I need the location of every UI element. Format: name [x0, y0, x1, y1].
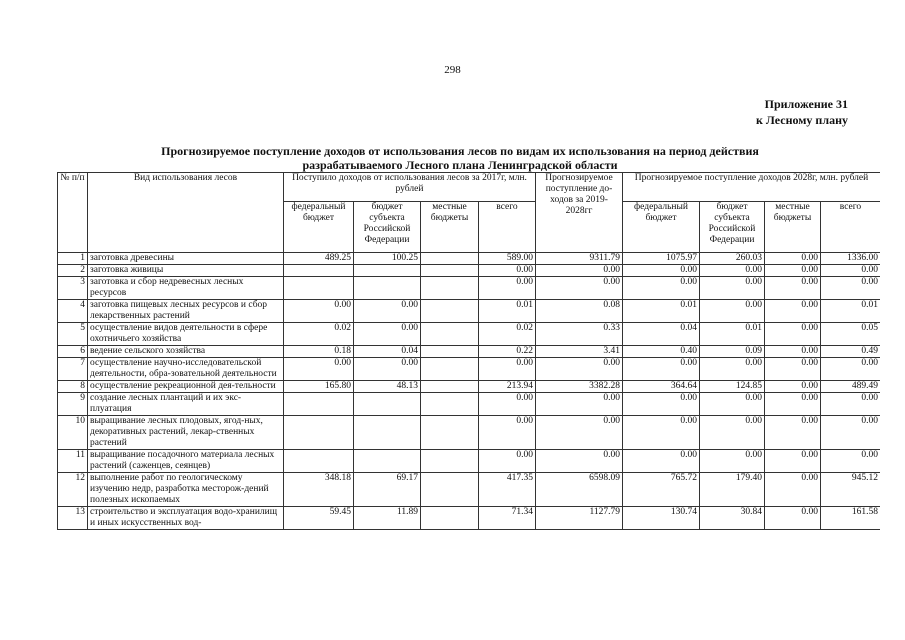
cell-subject-2028: 0.09	[700, 346, 765, 358]
cell-local-2028: 0.00	[765, 381, 821, 393]
header-use-type: Вид использования лесов	[88, 173, 284, 253]
cell-total-2028: 0.00	[821, 265, 881, 277]
table-row	[58, 450, 881, 473]
cell-local-2028: 0.00	[765, 300, 821, 323]
appendix-label	[756, 96, 848, 128]
cell-use-type: осуществление научно-исследовательской деятельности, обра-зовательной деятельности	[88, 358, 284, 381]
cell-subject-2017: 69.17	[354, 473, 421, 507]
cell-total-2028: 0.49	[821, 346, 881, 358]
header-total-2017: всего	[479, 202, 536, 253]
cell-federal-2028: 765.72	[623, 473, 700, 507]
title-line-2: разрабатываемого Лесного плана Ленинградской области	[302, 158, 618, 172]
cell-local-2017	[421, 323, 479, 346]
cell-subject-2028: 0.00	[700, 416, 765, 450]
header-row-1	[58, 173, 881, 202]
table-row	[58, 300, 881, 323]
cell-subject-2028: 0.01	[700, 323, 765, 346]
cell-subject-2028: 0.00	[700, 450, 765, 473]
cell-num: 3	[58, 277, 88, 300]
cell-forecast-period: 0.33	[536, 323, 623, 346]
cell-local-2017	[421, 450, 479, 473]
cell-subject-2028: 0.00	[700, 393, 765, 416]
cell-subject-2017: 0.00	[354, 358, 421, 381]
cell-local-2017	[421, 473, 479, 507]
cell-federal-2028: 130.74	[623, 507, 700, 530]
table-row	[58, 381, 881, 393]
cell-federal-2017: 0.00	[284, 300, 354, 323]
cell-total-2028: 945.12	[821, 473, 881, 507]
cell-subject-2028: 124.85	[700, 381, 765, 393]
cell-subject-2017: 0.04	[354, 346, 421, 358]
cell-total-2017: 0.00	[479, 265, 536, 277]
cell-total-2028: 0.00	[821, 393, 881, 416]
cell-federal-2017: 0.00	[284, 358, 354, 381]
cell-federal-2028: 0.00	[623, 265, 700, 277]
cell-local-2017	[421, 358, 479, 381]
cell-total-2017: 0.00	[479, 416, 536, 450]
cell-federal-2017: 489.25	[284, 253, 354, 265]
cell-local-2028: 0.00	[765, 265, 821, 277]
cell-local-2017	[421, 277, 479, 300]
cell-num: 13	[58, 507, 88, 530]
cell-subject-2028: 30.84	[700, 507, 765, 530]
cell-total-2017: 0.00	[479, 358, 536, 381]
cell-num: 4	[58, 300, 88, 323]
cell-use-type: заготовка и сбор недревесных лесных ресурсов	[88, 277, 284, 300]
cell-subject-2017: 100.25	[354, 253, 421, 265]
cell-local-2028: 0.00	[765, 253, 821, 265]
cell-local-2017	[421, 393, 479, 416]
cell-subject-2017	[354, 416, 421, 450]
header-subject-2028: бюджет субъекта Российской Федерации	[700, 202, 765, 253]
cell-use-type: заготовка живицы	[88, 265, 284, 277]
cell-federal-2028: 0.00	[623, 358, 700, 381]
cell-federal-2028: 0.00	[623, 416, 700, 450]
cell-total-2017: 0.22	[479, 346, 536, 358]
document-title	[110, 144, 810, 172]
cell-total-2017: 0.00	[479, 277, 536, 300]
header-forecast-2028: Прогнозируемое поступление доходов 2028г, млн. рублей	[623, 173, 881, 202]
table-row	[58, 358, 881, 381]
cell-total-2028: 0.01	[821, 300, 881, 323]
cell-total-2017: 213.94	[479, 381, 536, 393]
cell-forecast-period: 9311.79	[536, 253, 623, 265]
cell-subject-2028: 0.00	[700, 300, 765, 323]
cell-use-type: заготовка пищевых лесных ресурсов и сбор лекарственных растений	[88, 300, 284, 323]
table-row	[58, 323, 881, 346]
cell-forecast-period: 0.00	[536, 450, 623, 473]
cell-use-type: создание лесных плантаций и их экс-плуатация	[88, 393, 284, 416]
cell-forecast-period: 0.00	[536, 416, 623, 450]
cell-local-2017	[421, 507, 479, 530]
cell-subject-2028: 260.03	[700, 253, 765, 265]
cell-subject-2028: 0.00	[700, 277, 765, 300]
cell-num: 7	[58, 358, 88, 381]
cell-local-2028: 0.00	[765, 358, 821, 381]
header-federal-2017: федеральный бюджет	[284, 202, 354, 253]
table-row	[58, 277, 881, 300]
cell-local-2017	[421, 253, 479, 265]
cell-total-2028: 489.49	[821, 381, 881, 393]
cell-subject-2017	[354, 450, 421, 473]
header-federal-2028: федеральный бюджет	[623, 202, 700, 253]
cell-use-type: осуществление видов деятельности в сфере охотничьего хозяйства	[88, 323, 284, 346]
cell-total-2017: 417.35	[479, 473, 536, 507]
income-forecast-table	[57, 172, 880, 530]
cell-num: 2	[58, 265, 88, 277]
cell-num: 12	[58, 473, 88, 507]
cell-federal-2017	[284, 277, 354, 300]
header-forecast-period: Прогнозируемое поступление до-ходов за 2019-2028гг	[536, 173, 623, 253]
cell-num: 1	[58, 253, 88, 265]
cell-federal-2028: 1075.97	[623, 253, 700, 265]
cell-total-2017: 0.00	[479, 450, 536, 473]
income-table-container	[57, 172, 880, 640]
cell-total-2017: 589.00	[479, 253, 536, 265]
cell-use-type: заготовка древесины	[88, 253, 284, 265]
cell-local-2028: 0.00	[765, 393, 821, 416]
cell-use-type: строительство и эксплуатация водо-хранилищ и иных искусственных вод-	[88, 507, 284, 530]
cell-num: 11	[58, 450, 88, 473]
cell-use-type: ведение сельского хозяйства	[88, 346, 284, 358]
cell-total-2028: 0.00	[821, 358, 881, 381]
cell-federal-2028: 0.00	[623, 450, 700, 473]
cell-federal-2028: 0.04	[623, 323, 700, 346]
cell-num: 10	[58, 416, 88, 450]
cell-total-2028: 0.00	[821, 416, 881, 450]
cell-num: 5	[58, 323, 88, 346]
cell-federal-2017	[284, 265, 354, 277]
cell-total-2017: 0.01	[479, 300, 536, 323]
cell-total-2028: 1336.00	[821, 253, 881, 265]
cell-forecast-period: 0.00	[536, 393, 623, 416]
cell-forecast-period: 3.41	[536, 346, 623, 358]
header-total-2028: всего	[821, 202, 881, 253]
cell-federal-2028: 0.40	[623, 346, 700, 358]
table-row	[58, 265, 881, 277]
cell-local-2017	[421, 416, 479, 450]
cell-local-2028: 0.00	[765, 507, 821, 530]
cell-num: 8	[58, 381, 88, 393]
cell-federal-2028: 0.00	[623, 393, 700, 416]
table-row	[58, 507, 881, 530]
cell-use-type: выполнение работ по геологическому изучению недр, разработка месторож-дений полезных ископаемых	[88, 473, 284, 507]
cell-total-2028: 0.00	[821, 450, 881, 473]
cell-subject-2028: 0.00	[700, 358, 765, 381]
cell-local-2017	[421, 300, 479, 323]
appendix-line-2: к Лесному плану	[756, 113, 848, 127]
cell-use-type: выращивание лесных плодовых, ягод-ных, декоративных растений, лекар-ственных растений	[88, 416, 284, 450]
cell-forecast-period: 0.00	[536, 358, 623, 381]
cell-total-2028: 0.00	[821, 277, 881, 300]
cell-federal-2028: 0.00	[623, 277, 700, 300]
cell-num: 6	[58, 346, 88, 358]
cell-federal-2017: 348.18	[284, 473, 354, 507]
table-row	[58, 416, 881, 450]
cell-use-type: осуществление рекреационной дея-тельности	[88, 381, 284, 393]
cell-num: 9	[58, 393, 88, 416]
cell-subject-2017	[354, 265, 421, 277]
table-body	[58, 253, 881, 530]
cell-forecast-period: 0.08	[536, 300, 623, 323]
cell-forecast-period: 0.00	[536, 277, 623, 300]
table-row	[58, 253, 881, 265]
cell-federal-2017: 0.02	[284, 323, 354, 346]
cell-total-2028: 161.58	[821, 507, 881, 530]
title-line-1: Прогнозируемое поступление доходов от использования лесов по видам их использования на период действия	[161, 144, 759, 158]
cell-local-2017	[421, 346, 479, 358]
cell-subject-2017: 11.89	[354, 507, 421, 530]
cell-local-2028: 0.00	[765, 277, 821, 300]
cell-federal-2017	[284, 450, 354, 473]
cell-forecast-period: 0.00	[536, 265, 623, 277]
cell-federal-2017: 59.45	[284, 507, 354, 530]
cell-local-2028: 0.00	[765, 323, 821, 346]
cell-total-2017: 71.34	[479, 507, 536, 530]
cell-subject-2017: 0.00	[354, 323, 421, 346]
cell-local-2028: 0.00	[765, 450, 821, 473]
cell-subject-2017: 48.13	[354, 381, 421, 393]
cell-use-type: выращивание посадочного материала лесных растений (саженцев, сеянцев)	[88, 450, 284, 473]
cell-local-2017	[421, 265, 479, 277]
cell-federal-2017	[284, 393, 354, 416]
cell-subject-2028: 0.00	[700, 265, 765, 277]
cell-forecast-period: 3382.28	[536, 381, 623, 393]
cell-total-2028: 0.05	[821, 323, 881, 346]
page-number: 298	[444, 64, 461, 76]
cell-federal-2028: 364.64	[623, 381, 700, 393]
header-local-2017: местные бюджеты	[421, 202, 479, 253]
cell-total-2017: 0.00	[479, 393, 536, 416]
cell-local-2017	[421, 381, 479, 393]
cell-subject-2017	[354, 277, 421, 300]
header-subject-2017: бюджет субъекта Российской Федерации	[354, 202, 421, 253]
cell-total-2017: 0.02	[479, 323, 536, 346]
cell-federal-2017	[284, 416, 354, 450]
cell-federal-2017: 165.80	[284, 381, 354, 393]
cell-federal-2017: 0.18	[284, 346, 354, 358]
table-row	[58, 393, 881, 416]
cell-subject-2017	[354, 393, 421, 416]
cell-forecast-period: 1127.79	[536, 507, 623, 530]
table-row	[58, 473, 881, 507]
appendix-line-1: Приложение 31	[764, 97, 848, 111]
header-local-2028: местные бюджеты	[765, 202, 821, 253]
cell-subject-2028: 179.40	[700, 473, 765, 507]
table-row	[58, 346, 881, 358]
cell-subject-2017: 0.00	[354, 300, 421, 323]
cell-federal-2028: 0.01	[623, 300, 700, 323]
header-num: № п/п	[58, 173, 88, 253]
cell-local-2028: 0.00	[765, 416, 821, 450]
cell-local-2028: 0.00	[765, 473, 821, 507]
cell-local-2028: 0.00	[765, 346, 821, 358]
cell-forecast-period: 6598.09	[536, 473, 623, 507]
header-received-2017: Поступило доходов от использования лесов за 2017г, млн. рублей	[284, 173, 536, 202]
